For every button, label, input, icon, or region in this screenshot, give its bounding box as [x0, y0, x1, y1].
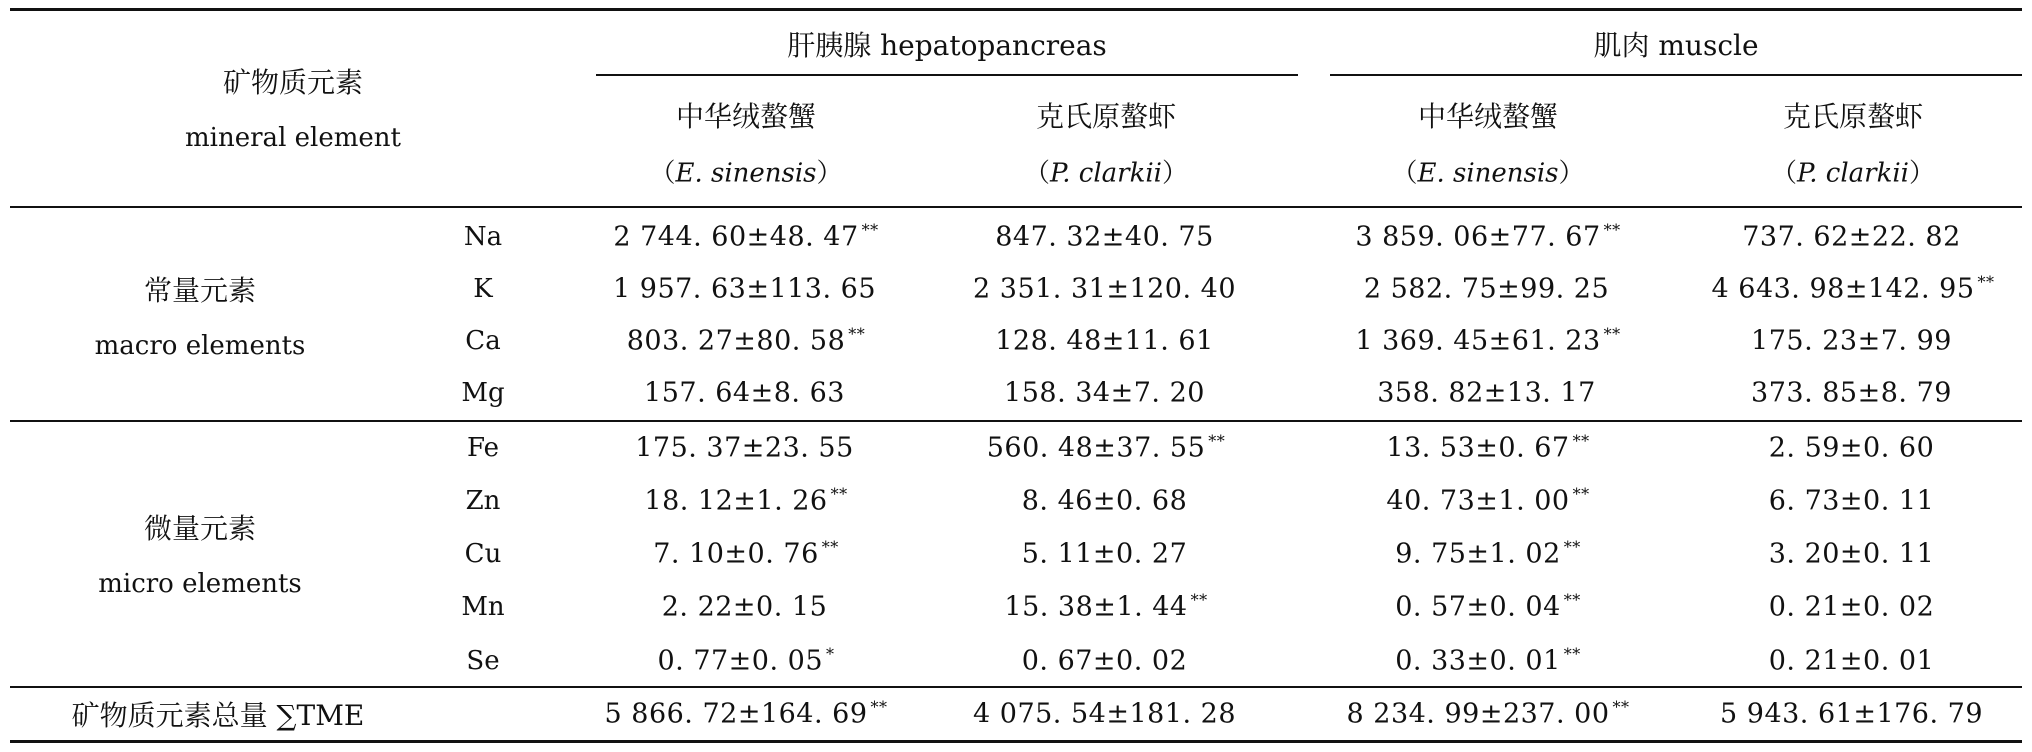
- data-cell: 0. 57±0. 04 **: [1395, 590, 1581, 623]
- species-name-zh: 中华绒螯蟹: [675, 100, 817, 133]
- element-symbol: Se: [466, 646, 500, 676]
- data-cell: 847. 32±40. 75: [995, 221, 1214, 253]
- data-cell: 0. 21±0. 01: [1768, 645, 1935, 677]
- data-cell: 1 957. 63±113. 65: [613, 273, 876, 305]
- element-symbol: K: [473, 274, 493, 304]
- species-name-sci: （E. sinensis）: [649, 158, 843, 189]
- data-cell: 175. 23±7. 99: [1751, 325, 1952, 357]
- data-cell: 5 943. 61±176. 79: [1720, 698, 1983, 730]
- data-cell: 40. 73±1. 00 **: [1386, 484, 1590, 517]
- data-cell: 9. 75±1. 02 **: [1395, 537, 1581, 570]
- data-cell: 3. 20±0. 11: [1768, 538, 1935, 570]
- header-rule: [10, 206, 2022, 208]
- element-symbol: Mg: [461, 378, 505, 408]
- data-cell: 358. 82±13. 17: [1377, 377, 1596, 409]
- section-rule: [10, 420, 2022, 422]
- data-cell: 5 866. 72±164. 69 **: [604, 697, 888, 730]
- data-cell: 157. 64±8. 63: [644, 377, 845, 409]
- total-label: 矿物质元素总量 ∑TME: [71, 699, 365, 732]
- data-cell: 5. 11±0. 27: [1021, 538, 1188, 570]
- data-cell: 15. 38±1. 44 **: [1004, 590, 1208, 623]
- element-symbol: Na: [463, 222, 503, 252]
- data-cell: 2 351. 31±120. 40: [973, 273, 1236, 305]
- data-cell: 560. 48±37. 55 **: [986, 431, 1226, 464]
- data-cell: 1 369. 45±61. 23 **: [1355, 324, 1621, 357]
- species-name-sci: （P. clarkii）: [1024, 158, 1188, 189]
- data-cell: 737. 62±22. 82: [1742, 221, 1961, 253]
- data-cell: 4 643. 98±142. 95 **: [1711, 272, 1995, 305]
- data-cell: 4 075. 54±181. 28: [973, 698, 1236, 730]
- data-cell: 7. 10±0. 76 **: [653, 537, 839, 570]
- data-cell: 0. 21±0. 02: [1768, 591, 1935, 623]
- section-label-en: macro elements: [94, 331, 306, 361]
- data-cell: 158. 34±7. 20: [1004, 377, 1205, 409]
- bottom-rule: [10, 740, 2022, 743]
- group-underline-hepatopancreas: [596, 74, 1298, 76]
- species-name-zh: 克氏原螯虾: [1035, 100, 1177, 133]
- element-symbol: Fe: [466, 433, 500, 463]
- data-cell: 3 859. 06±77. 67 **: [1355, 220, 1621, 253]
- data-cell: 13. 53±0. 67 **: [1386, 431, 1590, 464]
- species-name-sci: （E. sinensis）: [1391, 158, 1585, 189]
- data-cell: 0. 67±0. 02: [1021, 645, 1188, 677]
- data-cell: 18. 12±1. 26 **: [644, 484, 848, 517]
- data-cell: 803. 27±80. 58 **: [626, 324, 866, 357]
- data-cell: 0. 77±0. 05 *: [657, 644, 835, 677]
- data-cell: 2 744. 60±48. 47 **: [613, 220, 879, 253]
- section-label-en: micro elements: [98, 569, 302, 599]
- data-cell: 373. 85±8. 79: [1751, 377, 1952, 409]
- data-cell: 128. 48±11. 61: [995, 325, 1214, 357]
- group-label-hepatopancreas: 肝胰腺 hepatopancreas: [787, 29, 1107, 62]
- data-cell: 2. 22±0. 15: [661, 591, 828, 623]
- group-underline-muscle: [1330, 74, 2022, 76]
- species-name-sci: （P. clarkii）: [1771, 158, 1935, 189]
- total-rule: [10, 686, 2022, 688]
- data-cell: 8 234. 99±237. 00 **: [1346, 697, 1630, 730]
- group-label-muscle: 肌肉 muscle: [1593, 29, 1759, 62]
- section-label-zh: 微量元素: [143, 512, 257, 545]
- element-symbol: Cu: [464, 539, 502, 569]
- data-cell: 2 582. 75±99. 25: [1363, 273, 1610, 305]
- section-label-zh: 常量元素: [143, 274, 257, 307]
- data-cell: 0. 33±0. 01 **: [1395, 644, 1581, 677]
- element-symbol: Zn: [465, 486, 501, 516]
- data-cell: 2. 59±0. 60: [1768, 432, 1935, 464]
- row-header-en: mineral element: [185, 123, 401, 153]
- species-name-zh: 中华绒螯蟹: [1417, 100, 1559, 133]
- element-symbol: Ca: [465, 326, 501, 356]
- data-cell: 6. 73±0. 11: [1768, 485, 1935, 517]
- data-cell: 175. 37±23. 55: [635, 432, 854, 464]
- species-name-zh: 克氏原螯虾: [1782, 100, 1924, 133]
- element-symbol: Mn: [461, 592, 505, 622]
- data-cell: 8. 46±0. 68: [1021, 485, 1188, 517]
- top-rule: [10, 8, 2022, 11]
- row-header-zh: 矿物质元素: [222, 66, 364, 99]
